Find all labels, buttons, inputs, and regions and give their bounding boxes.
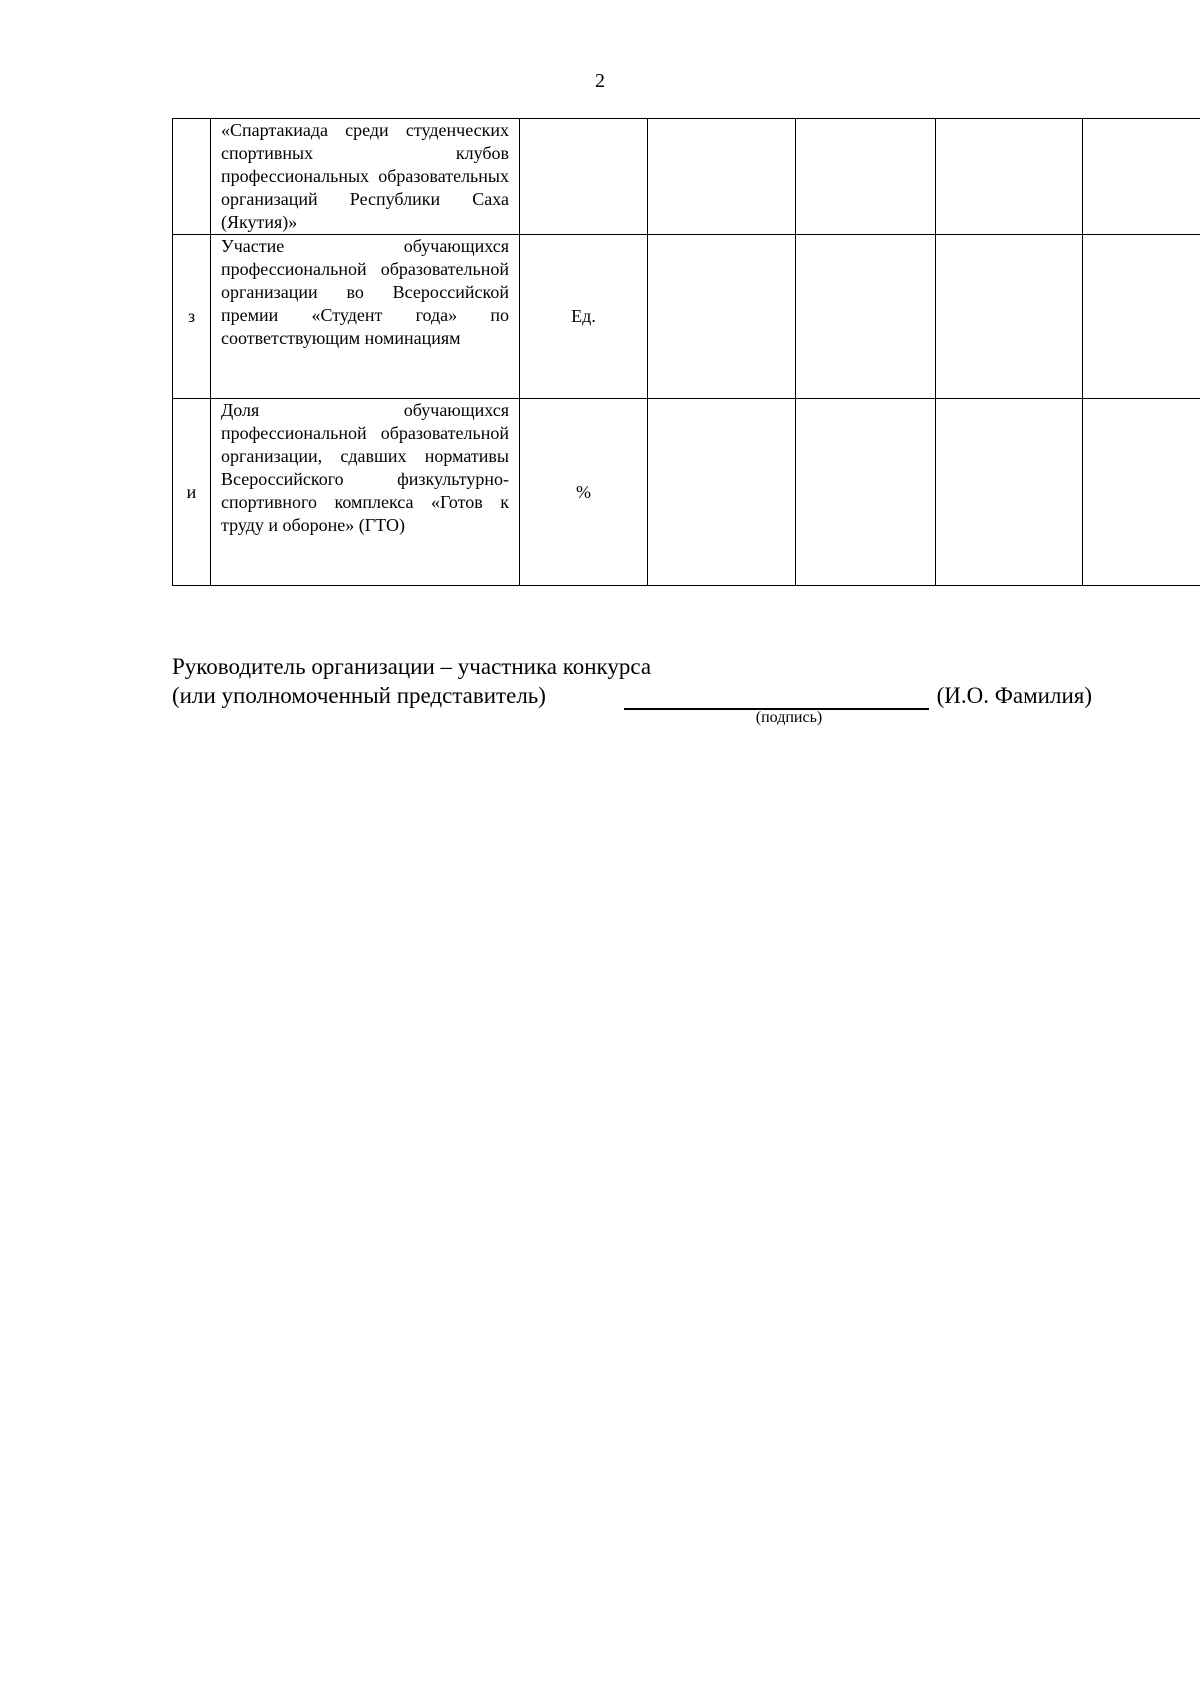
value-cell [1083, 119, 1200, 235]
value-cell [1083, 399, 1200, 586]
value-cell [936, 235, 1083, 399]
indicator-name-text: «Спартакиада среди студенческих спортивных клубов профессиональных образовательных организаций Республики Саха (Якутия)» [221, 120, 509, 232]
value-cell [648, 119, 796, 235]
signature-caption: (подпись) [755, 709, 823, 726]
signature-right [584, 681, 1092, 710]
table-row [173, 399, 1200, 586]
unit-cell: Ед. [520, 235, 648, 399]
table-row [173, 119, 1200, 235]
indicator-name [211, 119, 520, 235]
page-number: 2 [595, 70, 605, 92]
value-cell [1083, 235, 1200, 399]
signature-name-placeholder: (И.О. Фамилия) [936, 683, 1092, 708]
signature-representative: (или уполномоченный представитель) [172, 683, 546, 708]
value-cell [936, 399, 1083, 586]
value-cell [796, 399, 936, 586]
indicators-table [172, 118, 1200, 586]
unit-cell [520, 119, 648, 235]
value-cell [648, 235, 796, 399]
signature-blank-line [624, 686, 929, 710]
value-cell [796, 119, 936, 235]
indicator-name [211, 399, 520, 586]
signature-role: Руководитель организации – участника конкурса [172, 654, 652, 679]
indicator-name [211, 235, 520, 399]
table-row [173, 235, 1200, 399]
unit-cell: % [520, 399, 648, 586]
signature-block [172, 652, 1092, 710]
row-letter: з [173, 235, 211, 399]
value-cell [648, 399, 796, 586]
row-letter: и [173, 399, 211, 586]
value-cell [936, 119, 1083, 235]
indicator-name-text: Доля обучающихся профессиональной образовательной организации, сдавших нормативы Всероссийского физкультурно-спортивного комплекса «Готов к труду и обороне» (ГТО) [221, 400, 509, 535]
value-cell [796, 235, 936, 399]
signature-row [172, 681, 1092, 710]
indicator-name-text: Участие обучающихся профессиональной образовательной организации во Всероссийской премии «Студент года» по соответствующим номинациям [221, 236, 509, 348]
row-letter [173, 119, 211, 235]
